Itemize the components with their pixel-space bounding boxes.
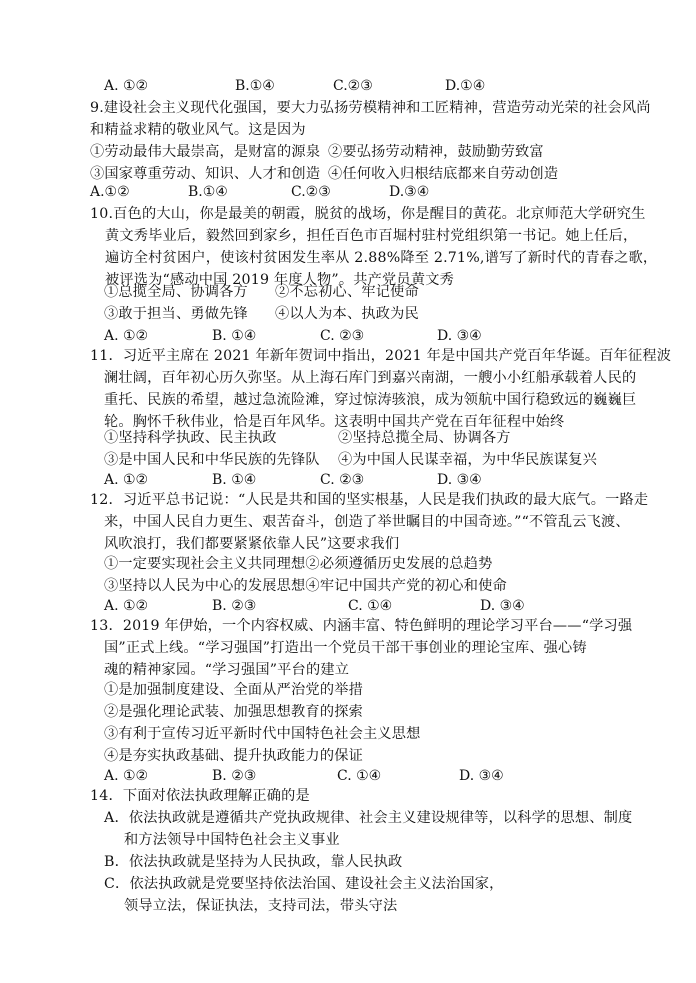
q14-option-b: B．依法执政就是坚持为人民执政，靠人民执政 [104, 854, 403, 870]
q12-option-c: C. ①④ [348, 598, 393, 614]
q9-item-1: ①劳动最伟大最崇高，是财富的源泉 [90, 144, 321, 160]
q10-option-a: A. ①② [104, 328, 149, 344]
q12-item-1: ①一定要实现社会主义共同理想②必须遵循历史发展的总趋势 [104, 556, 493, 572]
q12-item-2: ③坚持以人民为中心的发展思想④牢记中国共产党的初心和使命 [104, 578, 507, 594]
q10-stem-line-2: 黄文秀毕业后，毅然回到家乡，担任百色市百堀村驻村党组织第一书记。她上任后， [105, 228, 638, 244]
q10-stem-line-4: 被评选为“感动中国 2019 年度人物”。共产党员黄文秀 [105, 272, 454, 288]
q9-option-a: A.①② [90, 184, 130, 200]
q12-option-b: B. ②③ [212, 598, 257, 614]
q10-option-b: B. ①④ [212, 328, 257, 344]
q11-item-1: ①坚持科学执政、民主执政 [104, 430, 277, 446]
q13-stem-line-3: 魂的精神家园。“学习强国”平台的建立 [104, 662, 350, 678]
q8-option-b: B.①④ [235, 78, 275, 94]
q9-option-c: C.②③ [291, 184, 331, 200]
q11-option-a: A. ①② [104, 472, 149, 488]
q11-stem-line-1: 11．习近平主席在 2021 年新年贺词中指出，2021 年是中国共产党百年华诞。百年征程波 [90, 348, 672, 364]
q10-option-c: C. ②③ [320, 328, 365, 344]
q13-option-a: A. ①② [104, 768, 149, 784]
q11-item-4: ④为中国人民谋幸福，为中华民族谋复兴 [338, 452, 597, 468]
q14-option-c-line-1: C．依法执政就是党要坚持依法治国、建设社会主义法治国家， [104, 876, 504, 892]
q11-option-c: C. ②③ [320, 472, 365, 488]
q9-item-4: ④任何收入归根结底都来自劳动创造 [328, 166, 559, 182]
q12-option-a: A. ①② [104, 598, 149, 614]
q8-option-c: C.②③ [333, 78, 373, 94]
q13-option-b: B. ②③ [212, 768, 257, 784]
q10-item-3: ③敢于担当、勇做先锋 [104, 306, 248, 322]
q12-stem-line-1: 12．习近平总书记说：“人民是共和国的坚实根基，人民是我们执政的最大底气。一路走 [90, 492, 649, 508]
q9-stem-line-2: 和精益求精的敬业风气。这是因为 [90, 122, 306, 138]
q13-option-d: D. ③④ [459, 768, 504, 784]
q9-stem-line-1: 9.建设社会主义现代化强国，要大力弘扬劳模精神和工匠精神，营造劳动光荣的社会风尚 [90, 100, 651, 116]
q11-option-b: B. ①④ [212, 472, 257, 488]
q13-option-c: C. ①④ [337, 768, 382, 784]
q8-option-a: A. ①② [104, 78, 149, 94]
q13-item-1: ①是加强制度建设、全面从严治党的举措 [104, 682, 363, 698]
q10-item-1: ①总揽全局、协调各方 [104, 284, 248, 300]
q13-stem-line-2: 国”正式上线。“学习强国”打造出一个党员干部干事创业的理论宝库、强心铸 [104, 640, 587, 656]
q13-stem-line-1: 13．2019 年伊始，一个内容权威、内涵丰富、特色鲜明的理论学习平台——“学习强 [90, 618, 633, 634]
q13-item-4: ④是夯实执政基础、提升执政能力的保证 [104, 748, 363, 764]
q11-stem-line-2: 澜壮阔，百年初心历久弥坚。从上海石库门到嘉兴南湖，一艘小小红船承载着人民的 [104, 370, 637, 386]
q11-item-3: ③是中国人民和中华民族的先锋队 [104, 452, 320, 468]
q10-item-2: ②不忘初心、牢记使命 [275, 284, 419, 300]
q9-option-b: B.①④ [188, 184, 228, 200]
q9-item-2: ②要弘扬劳动精神，鼓励勤劳致富 [328, 144, 544, 160]
q13-item-3: ③有利于宣传习近平新时代中国特色社会主义思想 [104, 726, 421, 742]
q14-option-a-line-2: 和方法领导中国特色社会主义事业 [124, 832, 340, 848]
q10-option-d: D. ③④ [437, 328, 482, 344]
q11-item-2: ②坚持总揽全局、协调各方 [338, 430, 511, 446]
q11-option-d: D. ③④ [437, 472, 482, 488]
q9-option-d: D.③④ [389, 184, 430, 200]
q10-stem-line-3: 遍访全村贫困户，使该村贫困发生率从 2.88%降至 2.71%,谱写了新时代的青春之歌， [105, 250, 658, 266]
q14-stem: 14．下面对依法执政理解正确的是 [90, 788, 310, 804]
q8-option-d: D.①④ [445, 78, 486, 94]
q10-item-4: ④以人为本、执政为民 [275, 306, 419, 322]
q9-item-3: ③国家尊重劳动、知识、人才和创造 [90, 166, 321, 182]
q12-option-d: D. ③④ [480, 598, 525, 614]
q13-item-2: ②是强化理论武装、加强思想教育的探索 [104, 704, 363, 720]
q12-stem-line-2: 来，中国人民自力更生、艰苦奋斗，创造了举世瞩目的中国奇迹。”“不管乱云飞渡、 [104, 514, 630, 530]
q10-stem-line-1: 10.百色的大山，你是最美的朝霞，脱贫的战场，你是醒目的黄花。北京师范大学研究生 [90, 206, 646, 222]
q14-option-c-line-2: 领导立法，保证执法，支持司法，带头守法 [124, 898, 398, 914]
q14-option-a-line-1: A．依法执政就是遵循共产党执政规律、社会主义建设规律等，以科学的思想、制度 [104, 810, 633, 826]
q11-stem-line-4: 轮。胸怀千秋伟业，恰是百年风华。这表明中国共产党在百年征程中始终 [104, 414, 565, 430]
q12-stem-line-3: 风吹浪打，我们都要紧紧依靠人民”这要求我们 [104, 536, 400, 552]
q11-stem-line-3: 重托、民族的希望，越过急流险滩，穿过惊涛骇浪，成为领航中国行稳致远的巍巍巨 [104, 392, 637, 408]
